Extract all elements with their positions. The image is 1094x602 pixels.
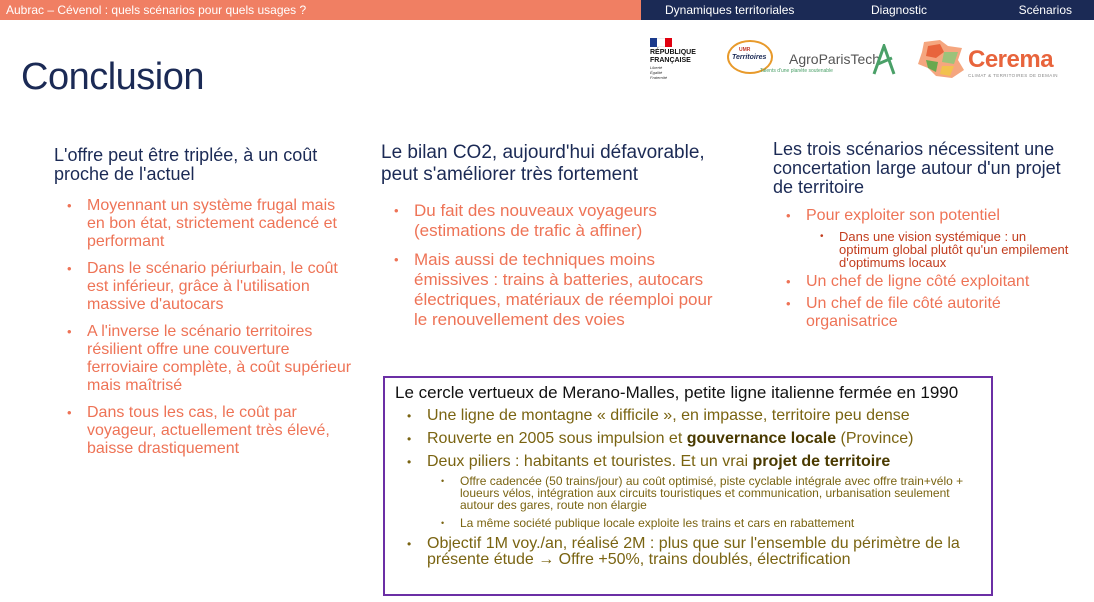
list-item: • Un chef de file côté autorité organisatrice [773,295,1073,331]
list-item: • Moyennant un système frugal mais en bon état, strictement cadencé et performant [54,197,354,251]
agroparistech-mark-icon [872,44,896,76]
section-nav [641,0,1094,20]
agroparistech-tagline: Talents d'une planète soutenable [760,68,833,74]
page-title: Conclusion [21,56,204,98]
cerema-logo: Cerema [968,46,1054,73]
nav-scenarios[interactable]: Scénarios [1018,3,1072,17]
highlight-text: projet de territoire [752,453,891,470]
box-item-text: Rouverte en 2005 sous impulsion et [427,430,687,447]
column-co2 [381,142,721,339]
list-item [773,207,1073,269]
flag-icon [650,38,672,47]
list-item: • Du fait des nouveaux voyageurs (estimations de trafic à affiner) [381,201,721,241]
list-item-text: Pour exploiter son potentiel [806,207,1000,224]
cerema-map-icon [914,38,968,80]
column-concertation [773,140,1073,335]
column-heading: Le bilan CO2, aujourd'hui défavorable, peut s'améliorer très fortement [381,142,705,185]
sub-list-item: • Dans une vision systémique : un optimum global plutôt qu'un empilement d'optimums locaux [806,230,1073,269]
box-item [395,431,981,447]
list-item: • Mais aussi de techniques moins émissives : trains à batteries, autocars électriques, matériaux de réemploi pour le renouvellement des voies [381,250,721,330]
box-item: • Objectif 1M voy./an, réalisé 2M : plus que sur l'ensemble du périmètre de la présente étude → Offre +50%, trains doublés, électrification [395,536,981,568]
list-item: • Un chef de ligne côté exploitant [773,273,1073,291]
column-heading: Les trois scénarios nécessitent une concertation large autour d'un projet de territoire [773,139,1061,197]
list-item: • Dans tous les cas, le coût par voyageur, actuellement très élevé, baisse drastiquement [54,404,354,458]
column-heading: L'offre peut être triplée, à un coût proche de l'actuel [54,145,318,184]
territoires-text: Territoires [732,54,767,61]
merano-malles-box [383,376,993,596]
republique-text-1: RÉPUBLIQUE [650,49,696,56]
list-item: • Dans le scénario périurbain, le coût est inférieur, grâce à l'utilisation massive d'autocars [54,260,354,314]
column-cost [54,146,354,467]
box-sub-item: • Offre cadencée (50 trains/jour) au coût optimisé, piste cyclable intégrale avec offre train+vélo + loueurs vélos, intégration aux circuits touristiques et communication, urbanisation seulement autour des gares, route non élargie [427,475,981,511]
box-title: Le cercle vertueux de Merano-Malles, petite ligne italienne fermée en 1990 [395,383,959,402]
box-item: • Une ligne de montagne « difficile », en impasse, territoire peu dense [395,408,981,424]
republique-text-2: FRANÇAISE [650,57,691,64]
nav-dynamiques[interactable]: Dynamiques territoriales [665,3,795,17]
cerema-tagline: CLIMAT & TERRITOIRES DE DEMAIN [968,73,1058,78]
box-item [395,454,981,529]
highlight-text: gouvernance locale [686,430,837,447]
motto-1: Liberté [650,65,663,70]
list-item: • A l'inverse le scénario territoires résilient offre une couverture ferroviaire complète, à coût supérieur mais maîtrisé [54,323,354,395]
box-item-text: (Province) [836,430,914,447]
agroparistech-logo: AgroParisTech [789,51,881,67]
breadcrumb: Aubrac – Cévenol : quels scénarios pour quels usages ? [0,0,641,20]
republique-francaise-logo [650,38,706,84]
motto-2: Égalité [650,70,663,75]
box-sub-item: • La même société publique locale exploite les trains et cars en rabattement [427,517,981,529]
nav-diagnostic[interactable]: Diagnostic [871,3,928,17]
top-bar [0,0,1094,20]
box-item-text: Deux piliers : habitants et touristes. Et un vrai [427,453,753,470]
umr-text: UMR [739,47,751,53]
motto-3: Fraternité [650,75,668,80]
